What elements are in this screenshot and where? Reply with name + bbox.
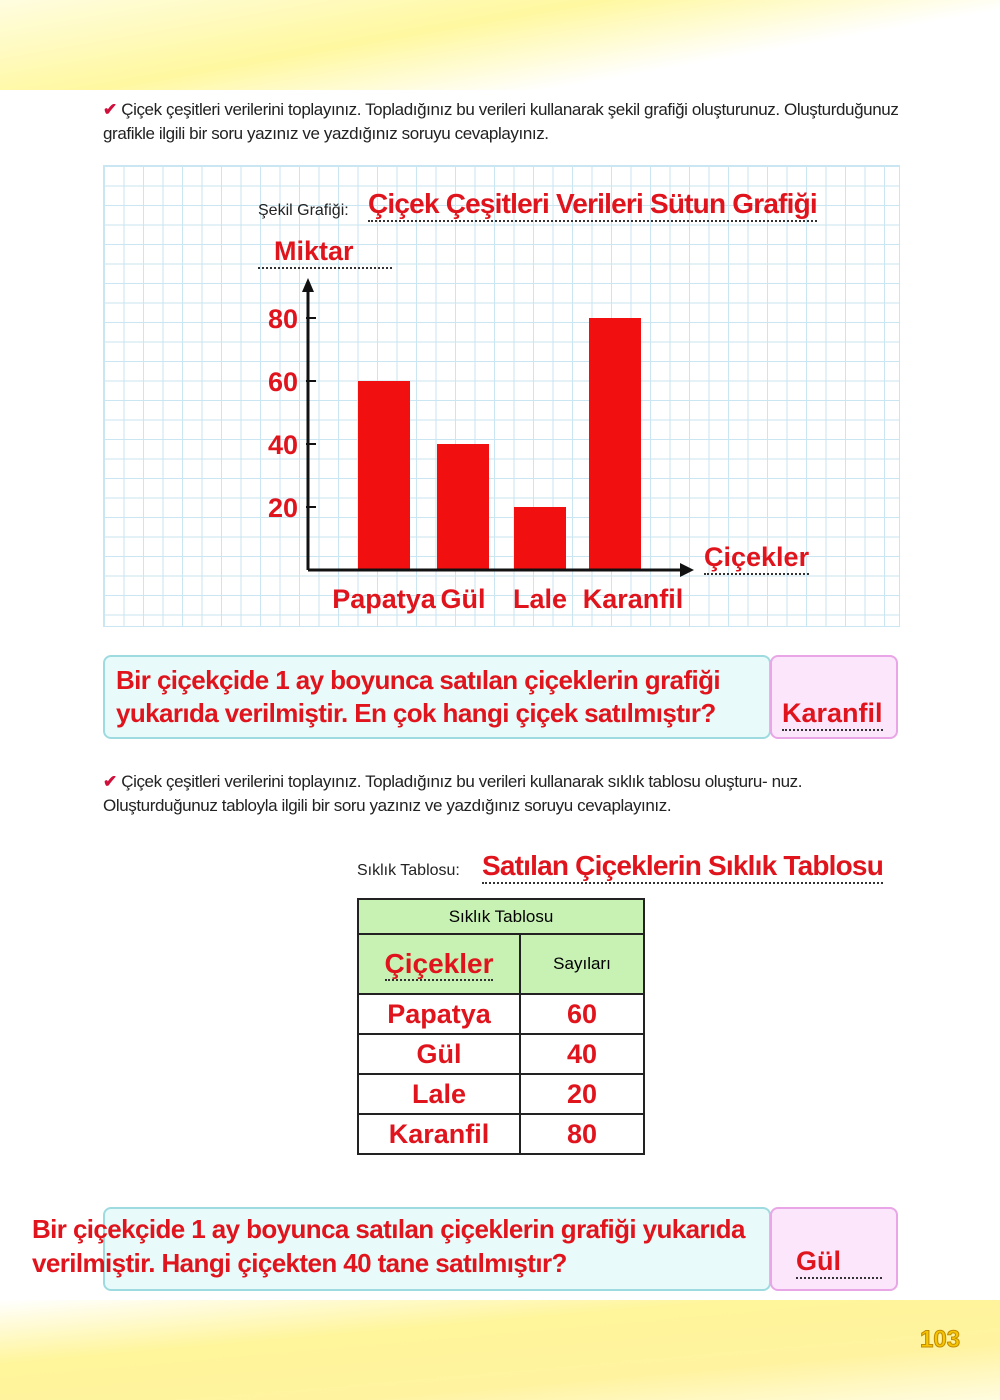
- cell-count: 80: [520, 1114, 644, 1154]
- table-title: Satılan Çiçeklerin Sıklık Tablosu: [482, 850, 883, 884]
- x-axis-label: Çiçekler: [704, 542, 809, 575]
- instruction-2: ✔ Çiçek çeşitleri verilerini toplayınız. Topladığınız bu verileri kullanarak sıklık tablosu oluşturu- nuz. Oluşturduğunuz tabloyla ilgili bir soru yazınız ve yazdığınız soruyu cevaplayınız.: [103, 772, 803, 815]
- bar-papatya: [358, 381, 410, 570]
- y-axis-label: Miktar: [258, 236, 392, 269]
- y-tick-label: 60: [267, 367, 298, 397]
- answer-1: Karanfil: [782, 698, 883, 731]
- chart-title: Çiçek Çeşitleri Verileri Sütun Grafiği: [368, 188, 817, 222]
- bar-gül: [437, 444, 489, 570]
- x-tick-label: Papatya: [332, 584, 436, 614]
- table-row: [358, 994, 644, 1034]
- y-tick-label: 40: [267, 430, 298, 460]
- y-tick-label: 80: [267, 304, 298, 334]
- bar-chart: [0, 0, 1000, 640]
- bottom-decoration: [0, 1300, 1000, 1400]
- x-tick-label: Karanfil: [582, 584, 684, 614]
- check-icon: ✔: [103, 772, 117, 791]
- question-2: Bir çiçekçide 1 ay boyunca satılan çiçeklerin grafiği yukarıda verilmiştir. Hangi çiçekten 40 tane satılmıştır?: [32, 1214, 745, 1278]
- bar-lale: [514, 507, 566, 570]
- table-row: [358, 1074, 644, 1114]
- answer-2: Gül: [796, 1246, 882, 1279]
- cell-flower: Gül: [358, 1034, 520, 1074]
- x-axis-arrow-icon: [680, 563, 694, 577]
- question-1: Bir çiçekçide 1 ay boyunca satılan çiçeklerin grafiği yukarıda verilmiştir. En çok hangi çiçek satılmıştır?: [116, 665, 721, 728]
- cell-count: 20: [520, 1074, 644, 1114]
- y-tick-label: 20: [267, 493, 298, 523]
- x-tick-label: Lale: [512, 584, 568, 614]
- table-row: [358, 1034, 644, 1074]
- cell-count: 60: [520, 994, 644, 1034]
- header-flowers: Çiçekler: [384, 948, 494, 979]
- cell-flower: Karanfil: [358, 1114, 520, 1154]
- table-label: Sıklık Tablosu:: [357, 862, 460, 879]
- instruction-1: ✔ Çiçek çeşitleri verilerini toplayınız. Topladığınız bu verileri kullanarak şekil grafiği oluşturunuz. Oluşturduğunuz grafikle ilgili bir soru yazınız ve yazdığınız soruyu cevaplayınız.: [103, 100, 899, 143]
- header-counts: Sayıları: [520, 934, 644, 994]
- table-row: [358, 1114, 644, 1154]
- page-number: 103: [920, 1326, 961, 1353]
- graph-label: Şekil Grafiği:: [258, 202, 349, 219]
- cell-flower: Lale: [358, 1074, 520, 1114]
- cell-count: 40: [520, 1034, 644, 1074]
- table-caption: Sıklık Tablosu: [358, 899, 644, 934]
- y-axis-arrow-icon: [302, 278, 314, 292]
- cell-flower: Papatya: [358, 994, 520, 1034]
- frequency-table: [357, 898, 645, 1155]
- bar-karanfil: [589, 318, 641, 570]
- check-icon: ✔: [103, 100, 117, 119]
- x-tick-label: Gül: [440, 584, 486, 614]
